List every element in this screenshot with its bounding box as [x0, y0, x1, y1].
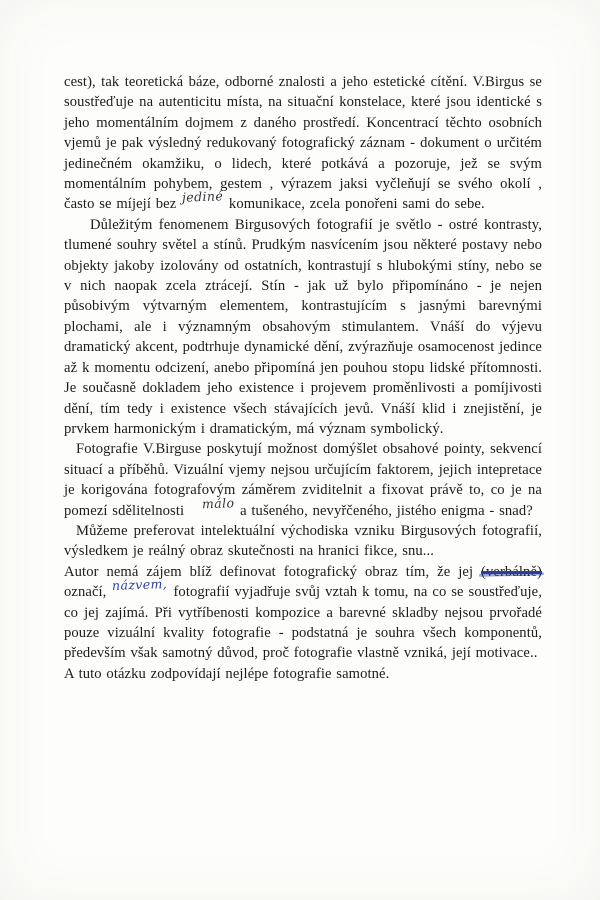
typed-text: Fotografie V.Birguse poskytují možnost domýšlet obsahové pointy, sekvencí situací a příběhů. Vizuální vjemy nejsou určujícím faktorem, jejich intepretace je korigována fotografovým záměrem zviditelnit a fixovat právě to, co je na pomezí sdělitelnosti [64, 441, 542, 519]
handwritten-annotation: názvem, [112, 576, 168, 594]
typed-text: Důležitým fenomenem Birgusových fotografií je světlo - ostré kontrasty, tlumené souhry světel a stínů. Prudkým nasvícením jsou některé postavy nebo objekty jakoby izolovány od ostatních, kontrastují s hlubokými stíny, nebo se v nich naopak zcela ztrácejí. Stín - jak už bylo připomínáno - je nejen působivým výtvarným elementem, kontrastujícím s jasnými barevnými plochami, ale i významným obsahovým stimulantem. Vnáší do výjevu dramatický akcent, podtrhuje dynamické dění, zvýrazňuje osamocenost jedince až k momentu odcizení, anebo připomíná jen pouhou stopu lidské přítomnosti. Je současně dokladem jeho existence i projevem proměnlivosti a pomíjivosti dění, tím tedy i existence všech stávajících jevů. Vnáší klid i znejistění, je prvkem harmonickým i dramatickým, má význam symbolický. [64, 216, 542, 437]
paragraph [64, 664, 542, 684]
typed-text: označí, [64, 584, 112, 601]
typed-text: cest), tak teoretická báze, odborné znalosti a jeho estetické cítění. V.Birgus se soustřeďuje na autenticitu místa, na situační konstelace, které jsou identické s jeho momentálním dojmem z daného prostředí. Koncentrací těchto osobních vjemů je pak výsledný redukovaný fotografický záznam - dokument o určitém jedinečném okamžiku, o lidech, které potkává a pozoruje, jež se svým momentálním pohybem, gestem , výrazem jaksi vyčleňují se svého okolí , často se míjejí bez [64, 74, 542, 213]
typed-text: A tuto otázku zodpovídají nejlépe fotografie samotné. [64, 665, 390, 682]
typed-text: fotografií vyjadřuje svůj vztah k tomu, na co se soustřeďuje, co jej zajímá. Při vytříbenosti kompozice a barevné skladby nejsou prvořadé pouze vizuální kvality fotografie - podstatná je souhra všech komponentů, především však samotný důvod, proč fotografie vlastně vzniká, její motivace.. [64, 584, 542, 662]
paragraph [64, 521, 542, 562]
paragraph [64, 562, 542, 664]
paragraph [64, 215, 542, 439]
typed-text: Můžeme preferovat intelektuální východiska vzniku Birgusových fotografií, výsledkem je reálný obraz skutečnosti na hranici fikce, snu... [64, 522, 542, 560]
paragraph [64, 72, 542, 215]
typed-text: a tušeného, nevyřčeného, jistého enigma - snad? [235, 502, 533, 519]
paragraph [64, 439, 542, 521]
typed-text: komunikace, zcela ponořeni sami do sebe. [224, 196, 485, 213]
handwritten-annotation: málo [201, 494, 235, 511]
handwritten-annotation: jediné [181, 188, 224, 206]
typed-text: Autor nemá zájem blíž definovat fotografický obraz tím, že jej [64, 563, 482, 580]
struck-word: (verbálně) [481, 563, 542, 580]
document-body [64, 72, 542, 684]
